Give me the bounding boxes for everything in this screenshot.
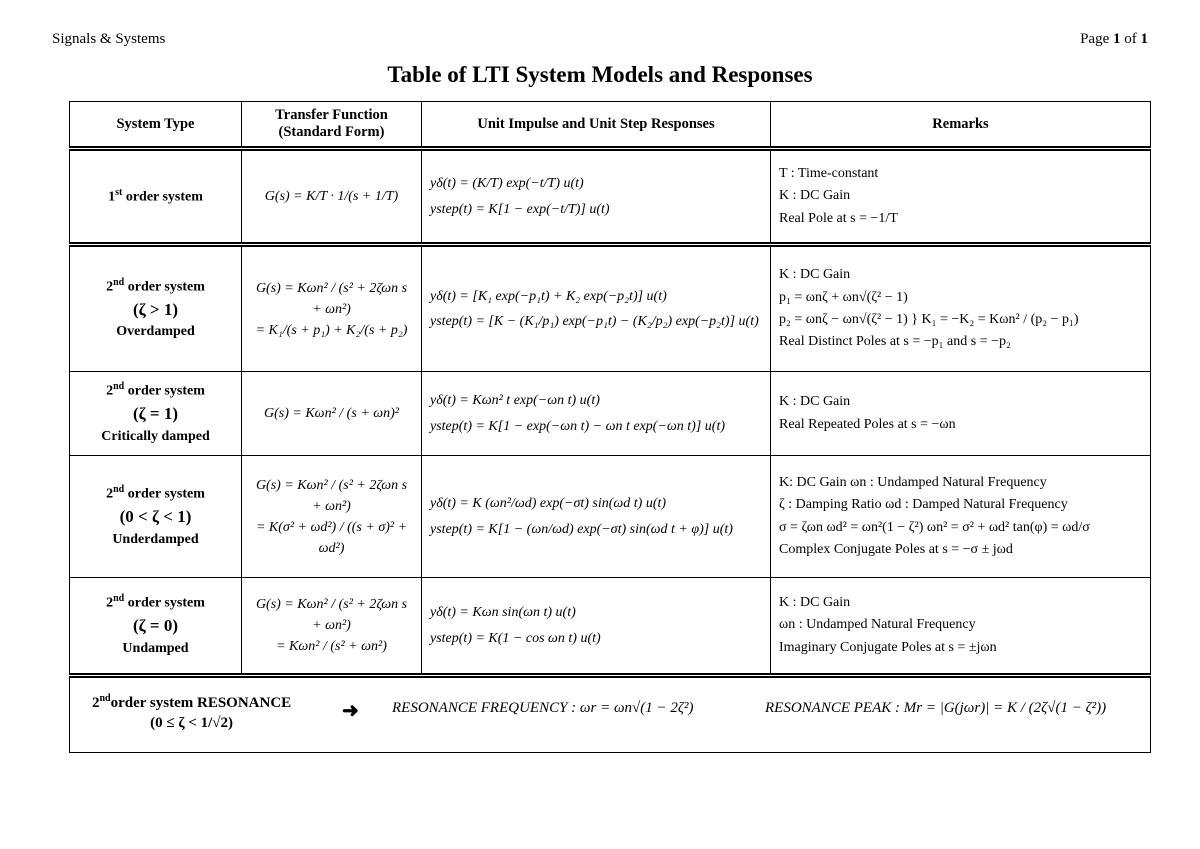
resonance-label: 2ndorder system RESONANCE (0 ≤ ζ < 1/√2) [92, 693, 292, 731]
resonance-peak: RESONANCE PEAK : Mr = |G(jωr)| = K / (2ζ√(1 − ζ²)) [765, 700, 1107, 716]
system-type-cell: 2nd order system (ζ = 1) Critically damped [70, 372, 242, 456]
header-course-title: Signals & Systems [52, 31, 166, 47]
table-row [70, 149, 1151, 245]
resonance-row [70, 676, 1151, 753]
col-header-transfer-function: Transfer Function (Standard Form) [242, 102, 422, 149]
responses-cell: yδ(t) = [K₁ exp(−p₁t) + K₂ exp(−p₂t)] u(t) ystep(t) = [K − (K₁/p₁) exp(−p₁t) − (K₂/p₂) exp(−p₂t)] u(t) [422, 245, 771, 372]
system-type-cell: 2nd order system (0 < ζ < 1) Underdamped [70, 456, 242, 578]
responses-cell: yδ(t) = (K/T) exp(−t/T) u(t) ystep(t) = K[1 − exp(−t/T)] u(t) [422, 149, 771, 245]
arrow-right-icon: ➜ [342, 700, 359, 722]
remarks-cell: T : Time-constant K : DC Gain Real Pole at s = −1/T [771, 149, 1151, 245]
col-header-system-type: System Type [70, 102, 242, 149]
col-header-remarks: Remarks [771, 102, 1151, 149]
resonance-frequency: RESONANCE FREQUENCY : ωr = ωn√(1 − 2ζ²) [392, 700, 694, 716]
header-page-number: Page 1 of 1 [1080, 31, 1148, 47]
transfer-function-cell: G(s) = Kωn² / (s² + 2ζωn s + ωn²) = K(σ² + ωd²) / ((s + σ)² + ωd²) [242, 456, 422, 578]
system-type-cell: 2nd order system (ζ = 0) Undamped [70, 578, 242, 676]
resonance-cell [70, 676, 1151, 753]
table-row [70, 245, 1151, 372]
table-row [70, 456, 1151, 578]
transfer-function-cell: G(s) = Kωn² / (s + ωn)² [242, 372, 422, 456]
remarks-cell: K : DC Gain ωn : Undamped Natural Frequency Imaginary Conjugate Poles at s = ±jωn [771, 578, 1151, 676]
transfer-function-cell: G(s) = Kωn² / (s² + 2ζωn s + ωn²) = K₁/(s + p₁) + K₂/(s + p₂) [242, 245, 422, 372]
responses-cell: yδ(t) = Kωn² t exp(−ωn t) u(t) ystep(t) = K[1 − exp(−ωn t) − ωn t exp(−ωn t)] u(t) [422, 372, 771, 456]
remarks-cell: K : DC Gain p₁ = ωnζ + ωn√(ζ² − 1) p₂ = ωnζ − ωn√(ζ² − 1) } K₁ = −K₂ = Kωn² / (p₂ − p₁) Real Distinct Poles at s = −p₁ and s = −p₂ [771, 245, 1151, 372]
table-row [70, 372, 1151, 456]
col-header-responses: Unit Impulse and Unit Step Responses [422, 102, 771, 149]
page-title: Table of LTI System Models and Responses [387, 62, 813, 87]
responses-cell: yδ(t) = Kωn sin(ωn t) u(t) ystep(t) = K(1 − cos ωn t) u(t) [422, 578, 771, 676]
remarks-cell: K : DC Gain Real Repeated Poles at s = −ωn [771, 372, 1151, 456]
remarks-cell: K: DC Gain ωn : Undamped Natural Frequency ζ : Damping Ratio ωd : Damped Natural Frequency σ = ζωn ωd² = ωn²(1 − ζ²) ωn² = σ² + ωd² tan(φ) = ωd/σ Complex Conjugate Poles at s = −σ ± jωd [771, 456, 1151, 578]
transfer-function-cell: G(s) = K/T · 1/(s + 1/T) [242, 149, 422, 245]
lti-table [69, 101, 1151, 753]
responses-cell: yδ(t) = K (ωn²/ωd) exp(−σt) sin(ωd t) u(t) ystep(t) = K[1 − (ωn/ωd) exp(−σt) sin(ωd t + φ)] u(t) [422, 456, 771, 578]
transfer-function-cell: G(s) = Kωn² / (s² + 2ζωn s + ωn²) = Kωn² / (s² + ωn²) [242, 578, 422, 676]
system-type-cell: 1st order system [70, 149, 242, 245]
table-header-row [70, 102, 1151, 149]
table-row [70, 578, 1151, 676]
system-type-cell: 2nd order system (ζ > 1) Overdamped [70, 245, 242, 372]
